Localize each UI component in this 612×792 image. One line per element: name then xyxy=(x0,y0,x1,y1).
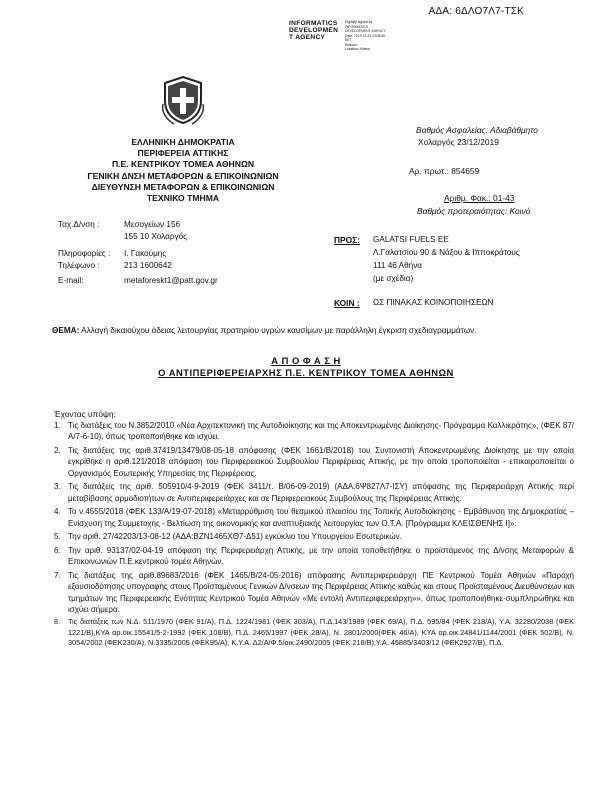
issuer-line: ΔΙΕΥΘΥΝΣΗ ΜΕΤΑΦΟΡΩΝ & ΕΠΙΚΟΙΝΩΝΙΩΝ xyxy=(91,181,275,192)
item-number: 7. xyxy=(54,570,61,580)
ada-code: ΑΔΑ: 6ΔΛΟ7Λ7-ΤΣΚ xyxy=(428,6,524,17)
greek-emblem-icon xyxy=(160,74,206,126)
place-date: Χολαργός 23/12/2019 xyxy=(418,137,499,147)
recipient-label: ΠΡΟΣ: xyxy=(334,235,360,245)
signature-detail-line: EET xyxy=(345,38,352,42)
item-text: Τις διατάξεις της αριθ.37419/13479/08-05-18 απόφασης (ΦΕΚ 1661/Β/2018) του Συντονιστή Αποκεντρωμένης Διοίκησης με την οποία εγκρίθηκε η αριθ.121/2018 απόφαση του Περιφερειακού Συμβουλίου Περιφέρειας Αττικής, με την οποία τροποποιείται - επικαιροποιείται ο Οργανισμός Εσωτερικής Υπηρεσίας της Περιφέρειας. xyxy=(68,445,574,478)
list-item xyxy=(54,420,574,443)
item-number: 1. xyxy=(54,421,61,430)
list-item xyxy=(54,617,574,648)
issuer-line: Π.Ε. ΚΕΝΤΡΙΚΟΥ ΤΟΜΕΑ ΑΘΗΝΩΝ xyxy=(111,159,255,170)
koin-value: ΩΣ ΠΙΝΑΚΑΣ ΚΟΙΝΟΠΟΙΗΣΕΩΝ xyxy=(373,298,494,307)
phone-label: Τηλέφωνο : xyxy=(58,261,100,270)
security-level: Βαθμός Ασφαλείας: Αδιαβάθμητο xyxy=(416,125,538,135)
info-label: Πληροφορίες : xyxy=(58,249,111,258)
item-text: Τις διατάξεις της αριθ.89683/2016 (ΦΕΚ 1465/Β/24-05-2016) απόφασης Αντιπεριφερειάρχη ΠΕ Κεντρικού Τομέα Αθηνών «Παροχή εξουσιοδότησης υπογραφής στους Προϊσταμένους Γενικών Δ/νσεων της Περιφέρειας Αττικής καθώς και στους Προϊσταμένους Διευθύνσεων και τμημάτων της Περιφερειακής Ενότητας Κεντρικού Τομέα Αθηνών «Με εντολή Αντιπεριφερειάρχη»», όπως τροποποιήθηκε-συμπληρώθηκε και ισχύει σήμερα. xyxy=(68,570,574,614)
priority-level: Βαθμός προτεραιότητας: Κοινό xyxy=(417,206,531,216)
issuer-line: ΠΕΡΙΦΕΡΕΙΑ ΑΤΤΙΚΗΣ xyxy=(137,148,229,159)
folder-number: Αριθμ. Φακ.: 01-43 xyxy=(444,193,515,203)
list-item xyxy=(54,570,574,615)
email-link[interactable]: metaforeskt1@patt.gov.gr xyxy=(124,276,218,285)
item-number: 4. xyxy=(54,507,61,517)
list-item xyxy=(54,506,574,529)
address-line: 155 10 Χολαργός xyxy=(124,232,188,241)
signature-detail-line: DEVELOPMENT AGENCY xyxy=(345,29,386,33)
info-value: Ι. Γακούμης xyxy=(124,249,167,258)
recipient-line: (με σχέδια) xyxy=(373,274,414,283)
email-label: E-mail: xyxy=(58,276,84,285)
subject-label: ΘΕΜΑ: xyxy=(52,326,80,335)
signature-detail-line: INFORMATICS xyxy=(345,24,369,29)
signature-detail-line: Date: 2019.12.23 13:08:50 xyxy=(345,33,386,38)
recipient-line: 111 46 Αθήνα xyxy=(373,261,423,270)
decision-subtitle-text: Ο ΑΝΤΙΠΕΡΙΦΕΡΕΙΑΡΧΗΣ Π.Ε. ΚΕΝΤΡΙΚΟΥ ΤΟΜΕΑ ΑΘΗΝΩΝ xyxy=(158,367,454,378)
protocol-number: Αρ. πρωτ.: 854659 xyxy=(409,166,480,176)
item-number: 6. xyxy=(54,545,61,555)
item-number: 8. xyxy=(54,617,61,627)
subject-text: Αλλαγή δικαιούχου άδειας λειτουργίας πρατηρίου υγρών καυσίμων με παράλληλη έγκριση σχεδιαγραμμάτων. xyxy=(81,326,477,335)
item-number: 5. xyxy=(54,532,61,542)
address-label: Ταχ.Δ/νση : xyxy=(58,220,100,229)
issuer-line: ΓΕΝΙΚΗ ΔΝΣΗ ΜΕΤΑΦΟΡΩΝ & ΕΠΙΚΟΙΝΩΝΙΩΝ xyxy=(87,170,279,181)
koin-label: ΚΟΙΝ : xyxy=(334,298,360,308)
stamp-line: T AGENCY xyxy=(289,34,326,42)
address-line: Μεσογείων 156 xyxy=(124,220,181,229)
signature-detail-line: Digitally signed by xyxy=(345,20,373,24)
decision-subtitle xyxy=(0,367,612,378)
item-text: Την αριθ. 27/42203/13-08-12 (ΑΔΑ:ΒΖΝ1465ΧΘ7-Δ51) εγκύκλιο του Υπουργείου Εσωτερικών. xyxy=(68,532,402,542)
item-text: Την αριθ. 93137/02-04-19 απόφαση της Περιφερειάρχη Αττικής, με την οποία τοποθετήθηκε ο προϊστάμενος της Δ/νσης Μεταφορών & Επικοινωνιών Π.Ε.κεντρικού τομέα Αθηνών. xyxy=(68,545,574,567)
item-text: Τις διατάξεις των Ν.Δ. 511/1970 (ΦΕΚ 91/Α), Π.Δ. 1224/1981 (ΦΕΚ 303/Α), Π.Δ.143/1989 (ΦΕΚ 69/Α), Π.Δ. 595/84 (ΦΕΚ 218/Α), Υ.Α. 32280/2038 (ΦΕΚ 1221/Β),ΚΥΑ αρ.οικ.15541/5-2-1992 (ΦΕΚ 108/Β), Π.Δ. 2465/1997 (ΦΕΚ 28/Α), Ν. 2801/2000(ΦΕΚ 46/Α), ΚΥΑ αρ.οικ.24841/1144/2001 (ΦΕΚ 502/Β), Ν. 3054/2002 (ΦΕΚ230/Α), Ν.3335/2005 (ΦΕΚ95/Α), Κ.Υ.Α. Δ2/Α/Φ.5/οικ.2490/2005 (ΦΕΚ 218/Β),Υ.Α. 45885/3403/12 (ΦΕΚ2927/Β), Π.Δ. xyxy=(68,617,574,648)
list-item xyxy=(54,545,574,568)
considerations-list xyxy=(54,420,574,651)
list-item xyxy=(54,445,574,479)
recipient-line: Λ.Γαλατσίου 90 & Νάξου & Ιπποκράτους xyxy=(373,248,520,257)
issuer-line: ΤΕΧΝΙΚΟ ΤΜΗΜΑ xyxy=(146,193,220,204)
item-number: 3. xyxy=(54,482,61,492)
recipient-line: GALATSI FUELS ΕΕ xyxy=(373,235,449,244)
stamp-line: INFORMATICS xyxy=(289,20,338,27)
issuer-line: ΕΛΛΗΝΙΚΗ ΔΗΜΟΚΡΑΤΙΑ xyxy=(131,137,235,147)
issuer-block xyxy=(60,137,306,204)
list-item xyxy=(54,481,574,504)
item-number: 2. xyxy=(54,445,61,455)
item-text: Τις διατάξεις του Ν.3852/2010 «Νέα Αρχιτεκτονική της Αυτοδιοίκησης και της Αποκεντρωμένης Διοίκησης- Πρόγραμμα Καλλικράτης», (ΦΕΚ 87/Α/7-6-10), όπως τροποποιήθηκε και ισχύει. xyxy=(68,421,574,442)
considerations-intro: Έχοντας υπόψη: xyxy=(54,409,116,419)
signature-detail-line: Location: Athens xyxy=(345,47,371,51)
item-text: Το ν.4555/2018 (ΦΕΚ 133/Α/19-07-2018) «Μεταρρύθμιση του θεσμικού πλαισίου της Τοπικής Αυτοδιοίκησης - Εμβάθυνση της Δημοκρατίας – Ενίσχυση της Συμμετοχής - Βελτίωση της οικονομικής και αναπτυξιακής λειτουργίας των Ο.Τ.Α. [Πρόγραμμα ΚΛΕΙΣΘΕΝΗΣ Ι]». xyxy=(68,507,574,528)
phone-value: 213 1600642 xyxy=(124,261,172,270)
signature-detail-line: Reason: xyxy=(345,42,358,47)
decision-title-text: Α Π Ο Φ Α Σ Η xyxy=(271,355,341,366)
stamp-line: DEVELOPMEN xyxy=(289,27,339,35)
decision-title xyxy=(0,355,612,366)
signature-details xyxy=(345,20,415,52)
signature-stamp xyxy=(289,20,338,42)
item-text: Τις διατάξεις της αριθ. 505910/4-9-2019 (ΦΕΚ 3411/τ. Β/06-09-2019) (ΑΔΑ:6Ψ827Λ7-ΙΣΥ) απόφασης της Περιφερειάρχη Αττικής περί μεταβίβασης αρμοδιοτήτων σε Αντιπεριφερειάρχες και σε Περιφερειακούς Συμβούλους της Περιφέρειας Αττικής. xyxy=(68,482,574,503)
subject-line xyxy=(52,326,477,335)
list-item xyxy=(54,531,574,542)
